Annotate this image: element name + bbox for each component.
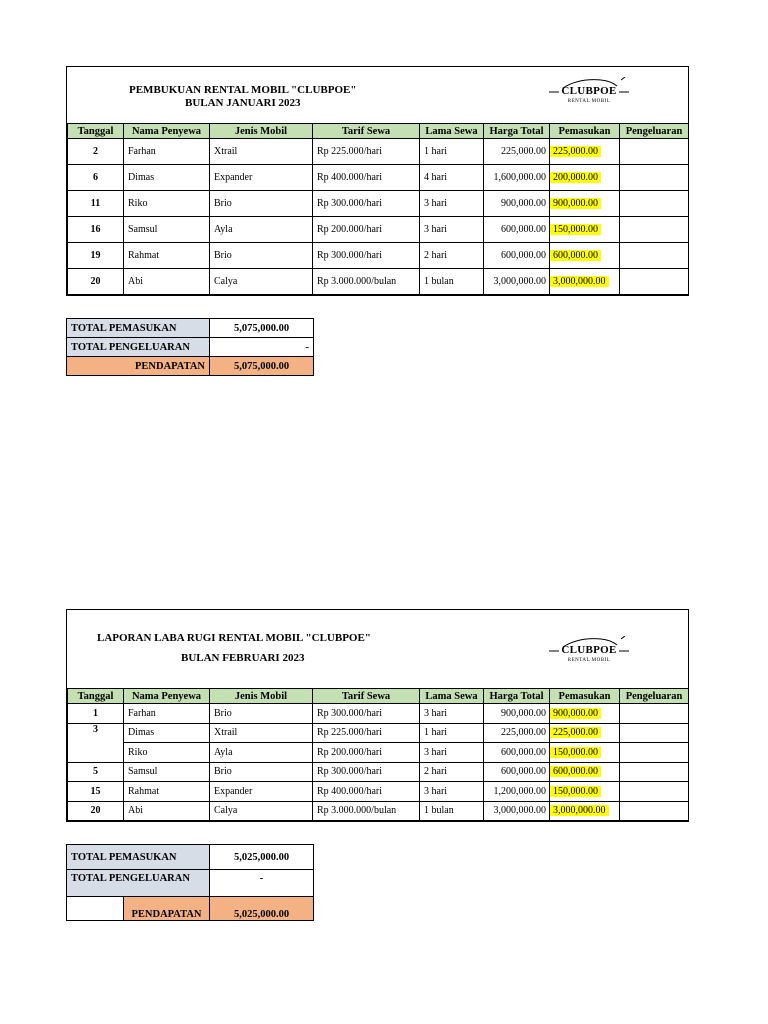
cell-tarif-sewa: Rp 300.000/hari (313, 243, 420, 269)
cell-tanggal: 20 (68, 801, 124, 821)
cell-tarif-sewa: Rp 200.000/hari (313, 217, 420, 243)
cell-pengeluaran (620, 743, 689, 763)
cell-pemasukan (550, 191, 620, 217)
cell-pengeluaran (620, 723, 689, 743)
cell-tarif-sewa: Rp 300.000/hari (313, 191, 420, 217)
pendapatan-value: 5,075,000.00 (210, 357, 314, 376)
cell-lama-sewa: 3 hari (420, 704, 484, 724)
cell-lama-sewa: 4 hari (420, 165, 484, 191)
cell-tarif-sewa: Rp 225.000/hari (313, 139, 420, 165)
cell-tarif-sewa: Rp 300.000/hari (313, 704, 420, 724)
cell-nama-penyewa: Samsul (124, 762, 210, 782)
cell-tanggal: 19 (68, 243, 124, 269)
cell-pemasukan (550, 801, 620, 821)
cell-tanggal: 15 (68, 782, 124, 802)
cell-pengeluaran (620, 782, 689, 802)
table-row (68, 191, 689, 217)
cell-nama-penyewa: Rahmat (124, 243, 210, 269)
table-row (68, 801, 689, 821)
col-pemasukan: Pemasukan (550, 689, 620, 704)
cell-tarif-sewa: Rp 3.000.000/bulan (313, 269, 420, 295)
pemasukan-highlight: 600,000.00 (550, 250, 601, 261)
cell-pengeluaran (620, 139, 689, 165)
total-pengeluaran-value: - (210, 870, 314, 897)
cell-tarif-sewa: Rp 400.000/hari (313, 165, 420, 191)
cell-pengeluaran (620, 165, 689, 191)
pemasukan-highlight: 225,000.00 (550, 727, 601, 738)
logo-brand: CLUBPOE (561, 644, 617, 656)
cell-nama-penyewa: Dimas (124, 165, 210, 191)
cell-lama-sewa: 2 hari (420, 762, 484, 782)
report-title: PEMBUKUAN RENTAL MOBIL "CLUBPOE" (129, 84, 357, 96)
cell-lama-sewa: 2 hari (420, 243, 484, 269)
clubpoe-logo (549, 636, 629, 666)
table-row (68, 762, 689, 782)
cell-pengeluaran (620, 269, 689, 295)
cell-jenis-mobil: Ayla (210, 217, 313, 243)
total-pengeluaran-label: TOTAL PENGELUARAN (67, 338, 210, 357)
logo-tagline: RENTAL MOBIL (567, 658, 611, 663)
rental-table (67, 688, 689, 821)
cell-harga-total: 900,000.00 (484, 704, 550, 724)
cell-tanggal: 5 (68, 762, 124, 782)
cell-lama-sewa: 3 hari (420, 191, 484, 217)
summary-blank-cell (67, 897, 124, 921)
col-tarif-sewa: Tarif Sewa (313, 124, 420, 139)
pemasukan-highlight: 3,000,000.00 (550, 805, 609, 816)
cell-pemasukan (550, 782, 620, 802)
cell-nama-penyewa: Farhan (124, 704, 210, 724)
report-header (67, 610, 688, 688)
clubpoe-logo (549, 77, 629, 107)
report-header (67, 67, 688, 123)
cell-harga-total: 600,000.00 (484, 762, 550, 782)
pendapatan-label: PENDAPATAN (67, 357, 210, 376)
col-jenis-mobil: Jenis Mobil (210, 124, 313, 139)
cell-harga-total: 900,000.00 (484, 191, 550, 217)
table-header-row (68, 124, 689, 139)
cell-nama-penyewa: Farhan (124, 139, 210, 165)
table-row (68, 139, 689, 165)
total-pemasukan-value: 5,025,000.00 (210, 845, 314, 870)
col-pengeluaran: Pengeluaran (620, 124, 689, 139)
cell-tanggal: 2 (68, 139, 124, 165)
report-subtitle: BULAN FEBRUARI 2023 (181, 652, 305, 664)
col-lama-sewa: Lama Sewa (420, 124, 484, 139)
table-row (68, 743, 689, 763)
logo-brand: CLUBPOE (561, 85, 617, 97)
pemasukan-highlight: 225,000.00 (550, 146, 601, 157)
total-pengeluaran-value: - (210, 338, 314, 357)
cell-pemasukan (550, 165, 620, 191)
col-pengeluaran: Pengeluaran (620, 689, 689, 704)
report-subtitle: BULAN JANUARI 2023 (185, 97, 301, 109)
cell-pemasukan (550, 217, 620, 243)
cell-harga-total: 225,000.00 (484, 139, 550, 165)
cell-jenis-mobil: Expander (210, 165, 313, 191)
cell-harga-total: 1,200,000.00 (484, 782, 550, 802)
cell-tanggal: 16 (68, 217, 124, 243)
total-pemasukan-value: 5,075,000.00 (210, 319, 314, 338)
cell-pengeluaran (620, 704, 689, 724)
cell-jenis-mobil: Brio (210, 243, 313, 269)
cell-lama-sewa: 1 hari (420, 723, 484, 743)
col-jenis-mobil: Jenis Mobil (210, 689, 313, 704)
cell-pengeluaran (620, 217, 689, 243)
cell-harga-total: 225,000.00 (484, 723, 550, 743)
table-row (68, 782, 689, 802)
cell-jenis-mobil: Xtrail (210, 723, 313, 743)
cell-jenis-mobil: Expander (210, 782, 313, 802)
cell-pemasukan (550, 704, 620, 724)
cell-tanggal: 6 (68, 165, 124, 191)
pemasukan-highlight: 3,000,000.00 (550, 276, 609, 287)
cell-nama-penyewa: Samsul (124, 217, 210, 243)
cell-pemasukan (550, 743, 620, 763)
cell-jenis-mobil: Calya (210, 801, 313, 821)
cell-jenis-mobil: Brio (210, 191, 313, 217)
cell-nama-penyewa: Abi (124, 269, 210, 295)
pendapatan-label: PENDAPATAN (124, 897, 210, 921)
total-pemasukan-label: TOTAL PEMASUKAN (67, 319, 210, 338)
pemasukan-highlight: 150,000.00 (550, 786, 601, 797)
cell-jenis-mobil: Brio (210, 704, 313, 724)
table-row (68, 165, 689, 191)
cell-tanggal: 3 (68, 723, 124, 762)
pemasukan-highlight: 150,000.00 (550, 224, 601, 235)
pendapatan-value: 5,025,000.00 (210, 897, 314, 921)
col-tanggal: Tanggal (68, 689, 124, 704)
total-pengeluaran-label: TOTAL PENGELUARAN (67, 870, 210, 897)
table-row (68, 243, 689, 269)
col-harga-total: Harga Total (484, 689, 550, 704)
col-nama-penyewa: Nama Penyewa (124, 689, 210, 704)
rental-table (67, 123, 689, 295)
cell-jenis-mobil: Brio (210, 762, 313, 782)
cell-tanggal: 1 (68, 704, 124, 724)
cell-pengeluaran (620, 801, 689, 821)
report-january (66, 66, 689, 296)
cell-tarif-sewa: Rp 200.000/hari (313, 743, 420, 763)
cell-tarif-sewa: Rp 400.000/hari (313, 782, 420, 802)
cell-nama-penyewa: Rahmat (124, 782, 210, 802)
pemasukan-highlight: 900,000.00 (550, 198, 601, 209)
cell-lama-sewa: 1 hari (420, 139, 484, 165)
cell-tarif-sewa: Rp 225.000/hari (313, 723, 420, 743)
cell-harga-total: 600,000.00 (484, 217, 550, 243)
cell-pemasukan (550, 139, 620, 165)
pemasukan-highlight: 600,000.00 (550, 766, 601, 777)
table-row (68, 723, 689, 743)
total-pemasukan-label: TOTAL PEMASUKAN (67, 845, 210, 870)
cell-harga-total: 1,600,000.00 (484, 165, 550, 191)
cell-pemasukan (550, 762, 620, 782)
cell-nama-penyewa: Riko (124, 743, 210, 763)
table-row (68, 269, 689, 295)
cell-pengeluaran (620, 243, 689, 269)
cell-tanggal: 20 (68, 269, 124, 295)
cell-tanggal: 11 (68, 191, 124, 217)
col-harga-total: Harga Total (484, 124, 550, 139)
cell-nama-penyewa: Abi (124, 801, 210, 821)
table-row (68, 704, 689, 724)
cell-pengeluaran (620, 191, 689, 217)
cell-harga-total: 600,000.00 (484, 743, 550, 763)
cell-pemasukan (550, 723, 620, 743)
table-header-row (68, 689, 689, 704)
cell-harga-total: 3,000,000.00 (484, 801, 550, 821)
cell-jenis-mobil: Ayla (210, 743, 313, 763)
cell-pemasukan (550, 269, 620, 295)
cell-jenis-mobil: Xtrail (210, 139, 313, 165)
cell-lama-sewa: 1 bulan (420, 801, 484, 821)
pemasukan-highlight: 150,000.00 (550, 747, 601, 758)
cell-harga-total: 3,000,000.00 (484, 269, 550, 295)
col-tarif-sewa: Tarif Sewa (313, 689, 420, 704)
pemasukan-highlight: 200,000.00 (550, 172, 601, 183)
cell-pengeluaran (620, 762, 689, 782)
cell-lama-sewa: 3 hari (420, 782, 484, 802)
pemasukan-highlight: 900,000.00 (550, 708, 601, 719)
cell-jenis-mobil: Calya (210, 269, 313, 295)
col-lama-sewa: Lama Sewa (420, 689, 484, 704)
cell-tarif-sewa: Rp 300.000/hari (313, 762, 420, 782)
cell-tarif-sewa: Rp 3.000.000/bulan (313, 801, 420, 821)
logo-tagline: RENTAL MOBIL (567, 99, 611, 104)
summary-february (66, 844, 314, 921)
cell-lama-sewa: 3 hari (420, 743, 484, 763)
col-tanggal: Tanggal (68, 124, 124, 139)
col-pemasukan: Pemasukan (550, 124, 620, 139)
cell-nama-penyewa: Riko (124, 191, 210, 217)
report-february (66, 609, 689, 822)
cell-pemasukan (550, 243, 620, 269)
table-row (68, 217, 689, 243)
summary-january (66, 318, 314, 376)
cell-harga-total: 600,000.00 (484, 243, 550, 269)
report-title: LAPORAN LABA RUGI RENTAL MOBIL "CLUBPOE" (97, 632, 371, 644)
cell-lama-sewa: 1 bulan (420, 269, 484, 295)
cell-nama-penyewa: Dimas (124, 723, 210, 743)
col-nama-penyewa: Nama Penyewa (124, 124, 210, 139)
cell-lama-sewa: 3 hari (420, 217, 484, 243)
